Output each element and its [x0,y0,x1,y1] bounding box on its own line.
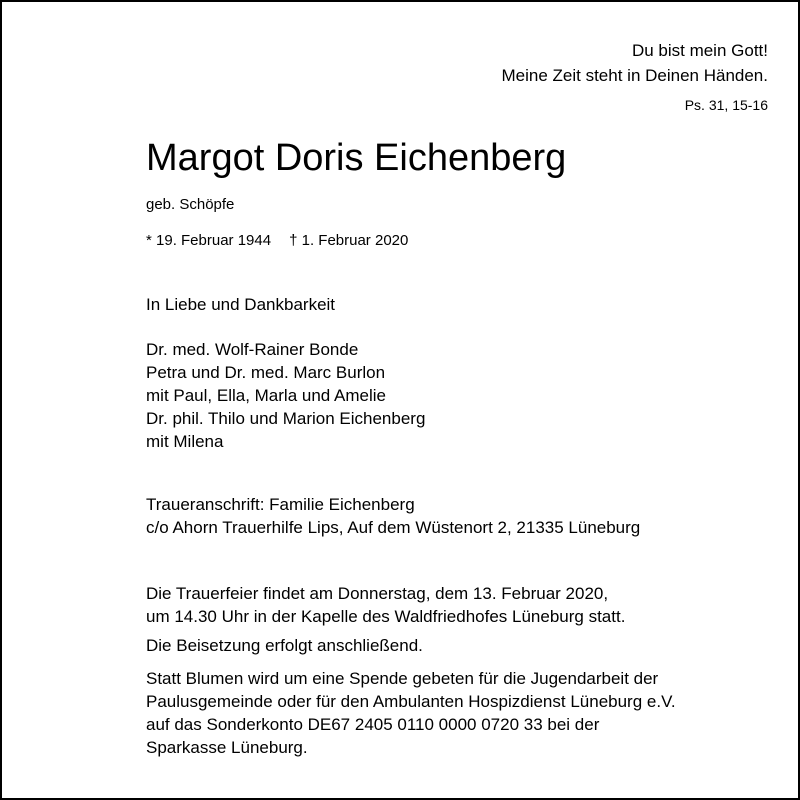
deceased-name: Margot Doris Eichenberg [146,137,567,179]
donation-notice [146,667,676,759]
donation-line: Sparkasse Lüneburg. [146,738,308,757]
birth-name: geb. Schöpfe [146,196,235,213]
birth-date: * 19. Februar 1944 [146,232,272,249]
service-line-2: um 14.30 Uhr in der Kapelle des Waldfriedhofes Lüneburg statt. [146,607,626,626]
condolence-address [146,493,640,539]
verse-line-2: Meine Zeit steht in Deinen Händen. [501,66,768,85]
mourners-list [146,338,425,453]
verse-line-1: Du bist mein Gott! [631,41,768,60]
burial-info: Die Beisetzung erfolgt anschließend. [146,636,423,655]
mourner-line: mit Milena [146,432,224,451]
mourner-line: Dr. med. Wolf-Rainer Bonde [146,340,359,359]
funeral-service-info [146,582,625,628]
mourner-line: Dr. phil. Thilo und Marion Eichenberg [146,409,426,428]
mourner-line: Petra und Dr. med. Marc Burlon [146,363,386,382]
mourner-line: mit Paul, Ella, Marla und Amelie [146,386,386,405]
death-date: † 1. Februar 2020 [289,232,409,249]
life-dates [146,231,408,251]
address-line-1: Traueranschrift: Familie Eichenberg [146,495,415,514]
verse-reference: Ps. 31, 15-16 [684,97,768,113]
service-line-1: Die Trauerfeier findet am Donnerstag, dem 13. Februar 2020, [146,584,609,603]
donation-line: auf das Sonderkonto DE67 2405 0110 0000 0720 33 bei der [146,715,600,734]
mourners-intro: In Liebe und Dankbarkeit [146,295,336,314]
address-line-2: c/o Ahorn Trauerhilfe Lips, Auf dem Wüstenort 2, 21335 Lüneburg [146,518,641,537]
donation-line: Paulusgemeinde oder für den Ambulanten Hospizdienst Lüneburg e.V. [146,692,676,711]
donation-line: Statt Blumen wird um eine Spende gebeten für die Jugendarbeit der [146,669,659,688]
